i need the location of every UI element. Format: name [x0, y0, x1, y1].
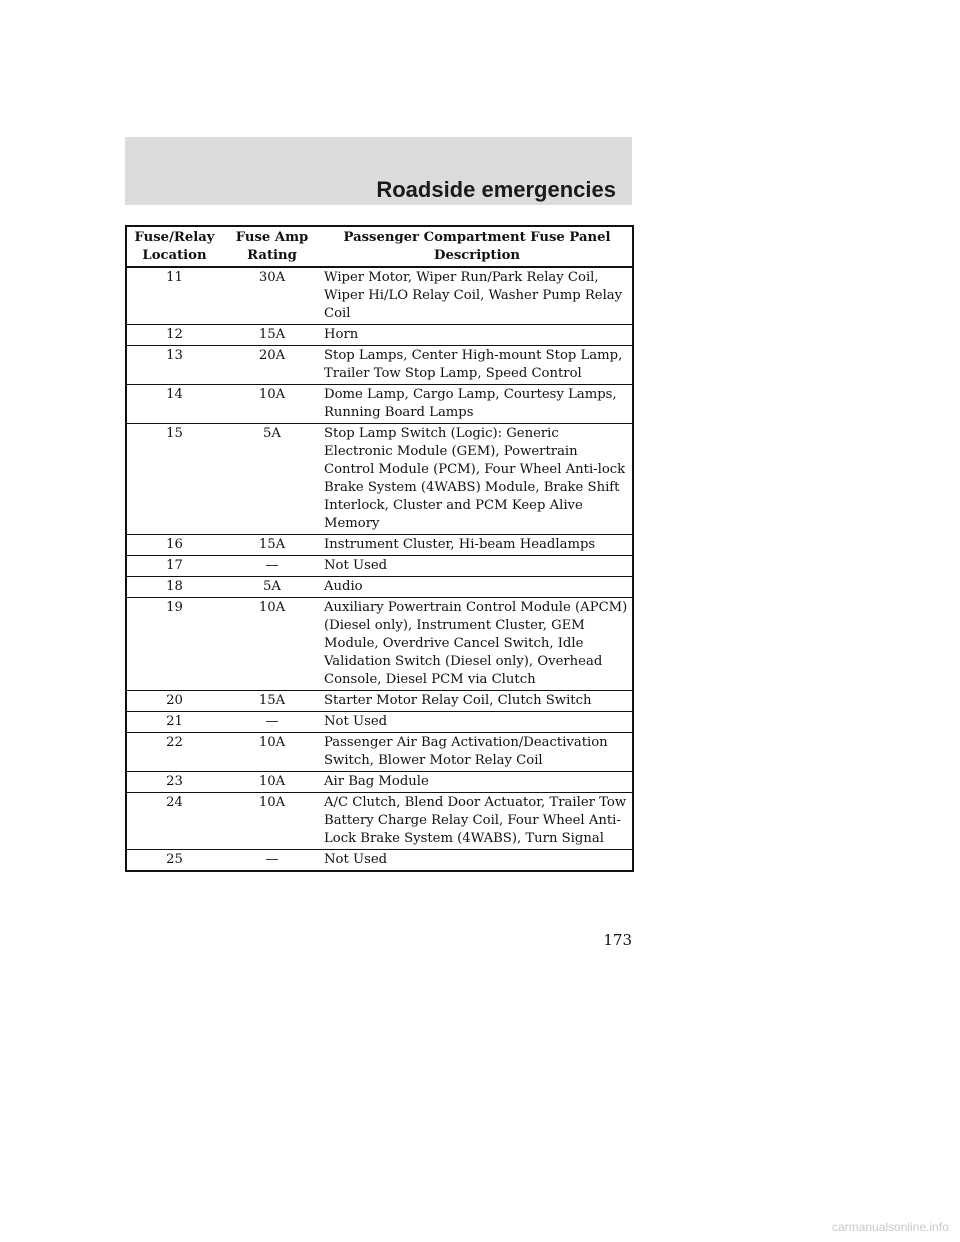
fuse-location: 24: [126, 793, 222, 850]
table-row: [126, 793, 633, 850]
fuse-rating: 10A: [222, 598, 322, 691]
table-row: [126, 385, 633, 424]
table-row: [126, 424, 633, 535]
table-row: [126, 325, 633, 346]
fuse-description: Dome Lamp, Cargo Lamp, Courtesy Lamps, Running Board Lamps: [322, 385, 633, 424]
column-header-location: Fuse/Relay Location: [126, 226, 222, 267]
fuse-table: [125, 225, 634, 872]
table-row: [126, 712, 633, 733]
fuse-location: 15: [126, 424, 222, 535]
fuse-location: 13: [126, 346, 222, 385]
table-row: [126, 267, 633, 325]
table-row: [126, 346, 633, 385]
fuse-description: Stop Lamp Switch (Logic): Generic Electronic Module (GEM), Powertrain Control Module (PCM), Four Wheel Anti-lock Brake System (4WABS) Module, Brake Shift Interlock, Cluster and PCM Keep Alive Memory: [322, 424, 633, 535]
fuse-location: 23: [126, 772, 222, 793]
table-row: [126, 733, 633, 772]
fuse-location: 17: [126, 556, 222, 577]
fuse-rating: 10A: [222, 733, 322, 772]
fuse-description: Not Used: [322, 556, 633, 577]
fuse-description: Horn: [322, 325, 633, 346]
fuse-description: Passenger Air Bag Activation/Deactivation Switch, Blower Motor Relay Coil: [322, 733, 633, 772]
fuse-rating: 20A: [222, 346, 322, 385]
fuse-rating: 15A: [222, 691, 322, 712]
fuse-rating: 10A: [222, 385, 322, 424]
fuse-description: Not Used: [322, 850, 633, 872]
fuse-rating: 10A: [222, 793, 322, 850]
fuse-rating: —: [222, 850, 322, 872]
fuse-rating: 15A: [222, 325, 322, 346]
fuse-rating: —: [222, 556, 322, 577]
fuse-location: 19: [126, 598, 222, 691]
column-header-rating: Fuse Amp Rating: [222, 226, 322, 267]
fuse-location: 18: [126, 577, 222, 598]
fuse-description: Instrument Cluster, Hi-beam Headlamps: [322, 535, 633, 556]
fuse-description: Wiper Motor, Wiper Run/Park Relay Coil, Wiper Hi/LO Relay Coil, Washer Pump Relay Coil: [322, 267, 633, 325]
fuse-location: 22: [126, 733, 222, 772]
table-header-row: [126, 226, 633, 267]
fuse-location: 14: [126, 385, 222, 424]
fuse-rating: 5A: [222, 424, 322, 535]
table-row: [126, 556, 633, 577]
section-title: Roadside emergencies: [376, 177, 616, 202]
fuse-location: 25: [126, 850, 222, 872]
table-row: [126, 691, 633, 712]
fuse-description: Not Used: [322, 712, 633, 733]
fuse-location: 12: [126, 325, 222, 346]
fuse-description: Audio: [322, 577, 633, 598]
column-header-description: Passenger Compartment Fuse Panel Description: [322, 226, 633, 267]
watermark: carmanualsonline.info: [832, 1220, 949, 1234]
fuse-rating: 15A: [222, 535, 322, 556]
table-row: [126, 772, 633, 793]
fuse-description: Stop Lamps, Center High-mount Stop Lamp, Trailer Tow Stop Lamp, Speed Control: [322, 346, 633, 385]
fuse-description: Auxiliary Powertrain Control Module (APCM) (Diesel only), Instrument Cluster, GEM Module, Overdrive Cancel Switch, Idle Validation Switch (Diesel only), Overhead Console, Diesel PCM via Clutch: [322, 598, 633, 691]
fuse-description: A/C Clutch, Blend Door Actuator, Trailer Tow Battery Charge Relay Coil, Four Wheel Anti-Lock Brake System (4WABS), Turn Signal: [322, 793, 633, 850]
table-row: [126, 535, 633, 556]
fuse-description: Starter Motor Relay Coil, Clutch Switch: [322, 691, 633, 712]
section-header: [125, 137, 632, 205]
fuse-location: 20: [126, 691, 222, 712]
fuse-location: 21: [126, 712, 222, 733]
fuse-rating: 10A: [222, 772, 322, 793]
fuse-location: 11: [126, 267, 222, 325]
table-row: [126, 598, 633, 691]
page-number: 173: [603, 931, 632, 949]
fuse-description: Air Bag Module: [322, 772, 633, 793]
fuse-location: 16: [126, 535, 222, 556]
fuse-rating: 5A: [222, 577, 322, 598]
table-row: [126, 850, 633, 872]
fuse-rating: —: [222, 712, 322, 733]
fuse-rating: 30A: [222, 267, 322, 325]
table-row: [126, 577, 633, 598]
